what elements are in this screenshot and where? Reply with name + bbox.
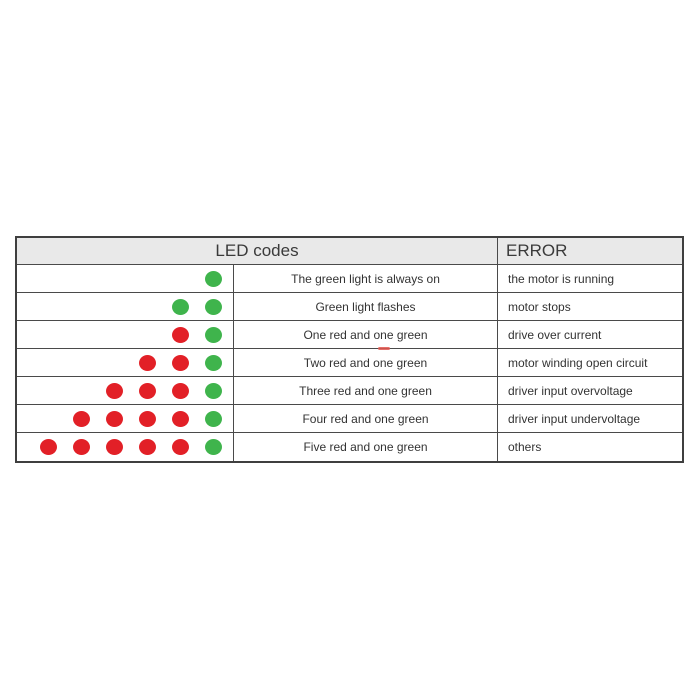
table-row xyxy=(17,321,682,349)
green-led-dot xyxy=(205,299,222,315)
table-row xyxy=(17,405,682,433)
led-description-cell: The green light is always on xyxy=(233,265,497,292)
green-led-dot xyxy=(205,411,222,427)
red-led-dot xyxy=(172,411,189,427)
error-cell: driver input overvoltage xyxy=(497,377,682,404)
led-dots-cell xyxy=(17,265,233,292)
error-cell: motor winding open circuit xyxy=(497,349,682,376)
led-dots-cell xyxy=(17,405,233,432)
red-led-dot xyxy=(139,411,156,427)
led-dots-cell xyxy=(17,293,233,320)
green-led-dot xyxy=(172,299,189,315)
table-row xyxy=(17,433,682,461)
red-led-dot xyxy=(172,439,189,455)
led-codes-header-cell: LED codes xyxy=(215,241,299,260)
led-codes-table xyxy=(15,236,684,463)
error-cell: drive over current xyxy=(497,321,682,348)
green-led-dot xyxy=(205,271,222,287)
green-led-dot xyxy=(205,383,222,399)
red-led-dot xyxy=(172,327,189,343)
red-led-dot xyxy=(73,439,90,455)
red-led-dot xyxy=(139,383,156,399)
led-description-cell: One red and one green xyxy=(233,321,497,348)
error-cell: others xyxy=(497,433,682,461)
table-row xyxy=(17,349,682,377)
led-description-cell: Four red and one green xyxy=(233,405,497,432)
led-description-cell: Green light flashes xyxy=(233,293,497,320)
error-cell: motor stops xyxy=(497,293,682,320)
green-led-dot xyxy=(205,439,222,455)
red-led-dot xyxy=(40,439,57,455)
table-row xyxy=(17,265,682,293)
green-led-dot xyxy=(205,355,222,371)
red-led-dot xyxy=(139,355,156,371)
error-header-cell: ERROR xyxy=(497,238,682,264)
table-row xyxy=(17,377,682,405)
led-description-cell: Two red and one green xyxy=(233,349,497,376)
red-led-dot xyxy=(139,439,156,455)
red-led-dot xyxy=(106,383,123,399)
led-dots-cell xyxy=(17,349,233,376)
red-led-dot xyxy=(172,355,189,371)
table-body xyxy=(17,265,682,461)
red-led-dot xyxy=(172,383,189,399)
table-row xyxy=(17,293,682,321)
error-cell: driver input undervoltage xyxy=(497,405,682,432)
led-description-cell: Three red and one green xyxy=(233,377,497,404)
red-dash-artifact xyxy=(378,347,390,350)
table-header-row xyxy=(17,238,682,265)
green-led-dot xyxy=(205,327,222,343)
red-led-dot xyxy=(73,411,90,427)
red-led-dot xyxy=(106,411,123,427)
led-dots-cell xyxy=(17,433,233,461)
led-description-cell: Five red and one green xyxy=(233,433,497,461)
led-dots-cell xyxy=(17,377,233,404)
red-led-dot xyxy=(106,439,123,455)
led-dots-cell xyxy=(17,321,233,348)
error-cell: the motor is running xyxy=(497,265,682,292)
